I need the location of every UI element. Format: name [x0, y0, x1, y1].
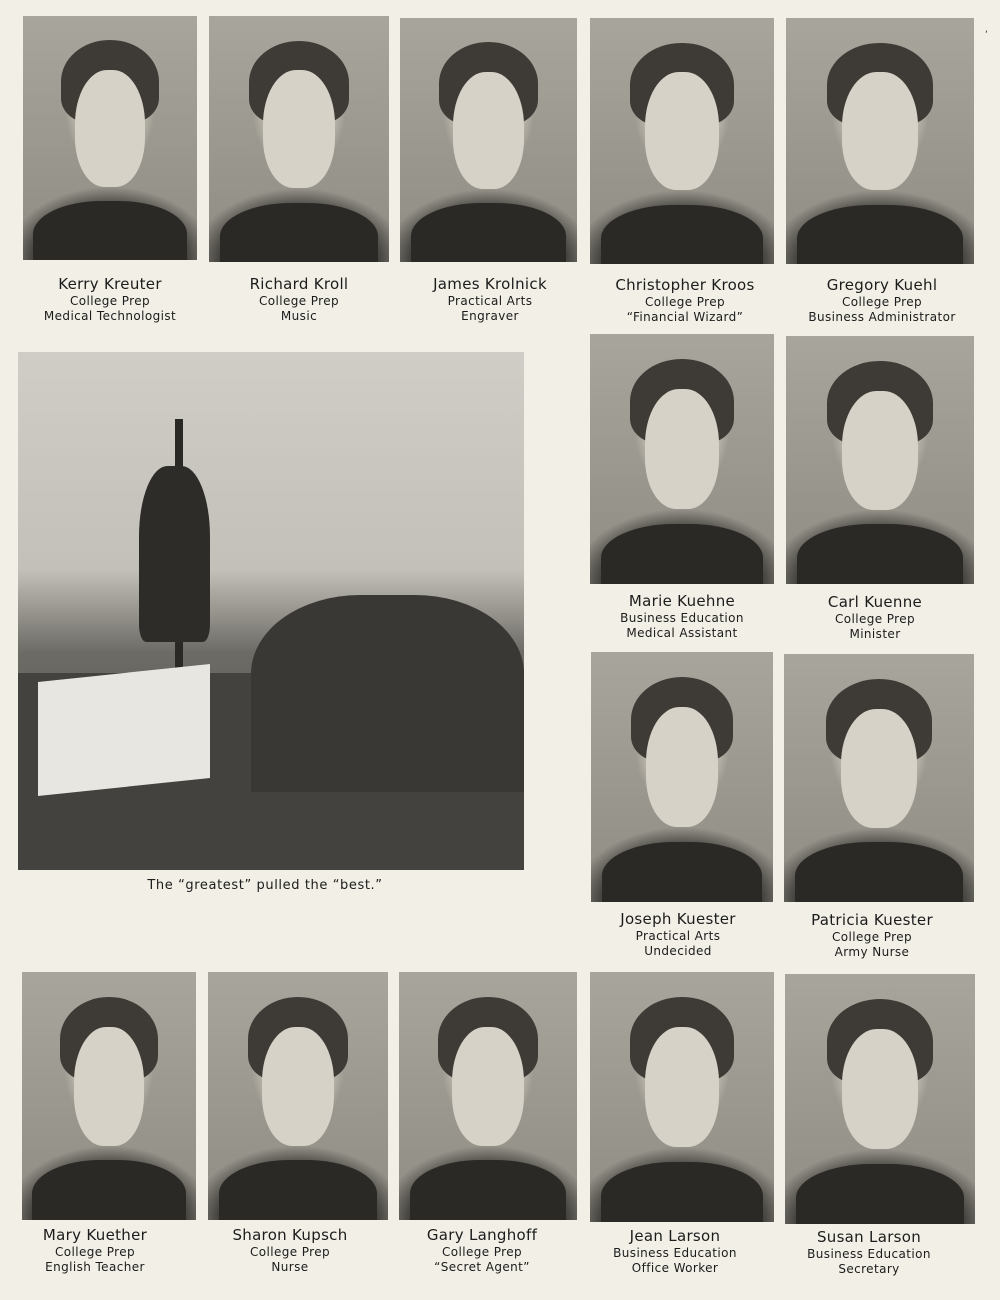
portrait-joseph-kuester — [591, 652, 773, 902]
student-course: College Prep — [69, 294, 151, 308]
caption-susan-larson — [764, 1228, 974, 1277]
student-name: Christopher Kroos — [615, 276, 755, 294]
portrait-gary-langhoff — [399, 972, 577, 1220]
student-course: College Prep — [441, 1245, 523, 1259]
student-course: College Prep — [644, 295, 726, 309]
portrait-susan-larson — [785, 974, 975, 1224]
corner-mark: ‘ — [985, 30, 988, 40]
student-ambition: Office Worker — [631, 1261, 719, 1275]
caption-gregory-kuehl — [777, 276, 987, 325]
student-ambition: Medical Assistant — [626, 626, 738, 640]
student-ambition: “Secret Agent” — [434, 1260, 530, 1274]
student-ambition: Undecided — [644, 944, 712, 958]
caption-gary-langhoff — [382, 1226, 582, 1275]
student-name: Jean Larson — [629, 1227, 721, 1245]
student-name: Sharon Kupsch — [232, 1226, 348, 1244]
student-ambition: “Financial Wizard” — [626, 310, 744, 324]
caption-mary-kuether — [0, 1226, 190, 1275]
caption-marie-kuehne — [577, 592, 787, 641]
caption-patricia-kuester — [767, 911, 977, 960]
photo-caption: The “greatest” pulled the “best.” — [147, 878, 383, 893]
caption-carl-kuenne — [770, 593, 980, 642]
portrait-marie-kuehne — [590, 334, 774, 584]
student-ambition: Nurse — [271, 1260, 309, 1274]
student-name: Carl Kuenne — [827, 593, 923, 611]
student-ambition: Music — [280, 309, 318, 323]
student-name: Kerry Kreuter — [58, 275, 162, 293]
portrait-gregory-kuehl — [786, 18, 974, 264]
student-name: Patricia Kuester — [811, 911, 933, 929]
caption-richard-kroll — [199, 275, 399, 324]
student-course: College Prep — [831, 930, 913, 944]
student-course: Business Education — [807, 1247, 931, 1261]
caption-james-krolnick — [390, 275, 590, 324]
student-course: College Prep — [54, 1245, 136, 1259]
student-course: Practical Arts — [447, 294, 533, 308]
portrait-patricia-kuester — [784, 654, 974, 902]
student-name: James Krolnick — [433, 275, 547, 293]
student-name: Mary Kuether — [42, 1226, 148, 1244]
student-name: Marie Kuehne — [628, 592, 736, 610]
student-name: Joseph Kuester — [620, 910, 736, 928]
caption-jean-larson — [570, 1227, 780, 1276]
portrait-sharon-kupsch — [208, 972, 388, 1220]
student-ambition: Secretary — [838, 1262, 900, 1276]
portrait-kerry-kreuter — [23, 16, 197, 260]
student-course: Practical Arts — [635, 929, 721, 943]
student-name: Gregory Kuehl — [826, 276, 938, 294]
portrait-jean-larson — [590, 972, 774, 1222]
student-ambition: Medical Technologist — [43, 309, 177, 323]
student-ambition: English Teacher — [45, 1260, 145, 1274]
student-ambition: Business Administrator — [808, 310, 956, 324]
student-name: Susan Larson — [816, 1228, 922, 1246]
portrait-christopher-kroos — [590, 18, 774, 264]
student-course: College Prep — [841, 295, 923, 309]
portrait-carl-kuenne — [786, 336, 974, 584]
caption-kerry-kreuter — [10, 275, 210, 324]
student-ambition: Army Nurse — [834, 945, 910, 959]
student-name: Gary Langhoff — [426, 1226, 538, 1244]
portrait-mary-kuether — [22, 972, 196, 1220]
student-course: College Prep — [249, 1245, 331, 1259]
caption-christopher-kroos — [580, 276, 790, 325]
student-course: College Prep — [258, 294, 340, 308]
portrait-james-krolnick — [400, 18, 577, 262]
student-name: Richard Kroll — [249, 275, 349, 293]
homecoming-float-photo — [18, 352, 524, 870]
student-course: College Prep — [834, 612, 916, 626]
student-ambition: Minister — [849, 627, 901, 641]
student-ambition: Engraver — [461, 309, 519, 323]
caption-joseph-kuester — [573, 910, 783, 959]
student-course: Business Education — [613, 1246, 737, 1260]
caption-sharon-kupsch — [190, 1226, 390, 1275]
student-course: Business Education — [620, 611, 744, 625]
portrait-richard-kroll — [209, 16, 389, 262]
